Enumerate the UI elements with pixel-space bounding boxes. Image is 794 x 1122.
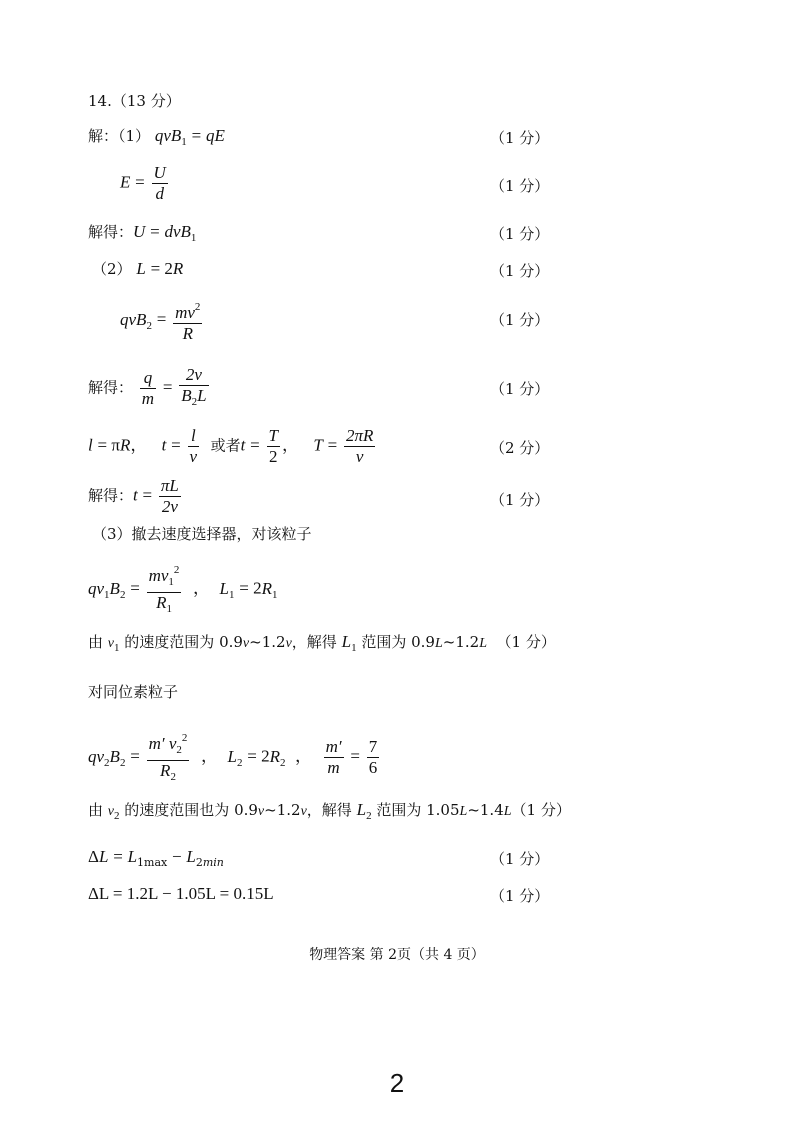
question-number: 14. [88,92,112,110]
eq-arc-time: l = πR， t = $\frac{l}{v}$ 或者t = $\frac{T}{2}$ ， T = $\frac{2\pi R}{v}$ [88,426,374,466]
question-header [88,92,181,110]
eq-field: E = $\frac{U}{d}$ [120,163,166,203]
part3-intro: （3）撤去速度选择器，对该粒子 [92,525,312,543]
eq-particle-1: $qv_1B_2$ = $\frac{mv_1^2}{R_1}$ ， $L_1 = 2R_1$ [88,561,278,618]
score: （1 分） [490,491,550,509]
page-footer: 物理答案 第 2页（共 4 页） [309,947,485,963]
eq-charge-mass: 解得： $\frac{q}{m}$ = $\frac{2v}{B_2L}$ [88,365,207,408]
score: （1 分） [490,225,550,243]
eq-delta-value: ΔL = 1.2L − 1.05L = 0.15L [88,884,274,903]
score: （1 分） [490,129,550,147]
score: （1 分） [490,311,550,329]
eq-particle-2: $qv_2B_2$ = $\frac{m' v_2^2}{R_2}$ ， $L_2 = 2R_2$ ， $\frac{m'}{m}$ = $\frac{7}{6}$ [88,729,381,786]
page-number: 2 [389,1068,405,1098]
question-points: （13 分） [111,92,181,110]
score: （1 分） [490,887,550,905]
score: （1 分） [490,262,550,280]
eq-delta-def: $\Delta L = L_{1max} - L_{2min}$ [88,847,224,869]
isotope-intro: 对同位素粒子 [88,683,179,701]
score: （1 分） [490,177,550,195]
eq-diameter: （2） L = 2R [92,259,184,278]
score: （2 分） [490,439,550,457]
eq-voltage: 解得：U = dvB$_1$ [88,222,197,244]
range-line-2: 由 $v_2$ 的速度范围也为 0.9v~1.2v，解得 $L_2$ 范围为 1.05L~1.4L（1 分） [88,800,571,822]
eq-time: 解得：t = $\frac{\pi L}{2v}$ [88,476,179,516]
eq-lorentz: qvB$_2$ = $\frac{mv^2}{R}$ [120,298,204,343]
eq-velocity-selector: 解：（1） qvB$_1$ = qE [88,126,225,148]
score: （1 分） [490,850,550,868]
score: （1 分） [490,380,550,398]
range-line-1: 由 $v_1$ 的速度范围为 0.9v~1.2v，解得 $L_1$ 范围为 0.9L~1.2L （1 分） [88,632,556,654]
